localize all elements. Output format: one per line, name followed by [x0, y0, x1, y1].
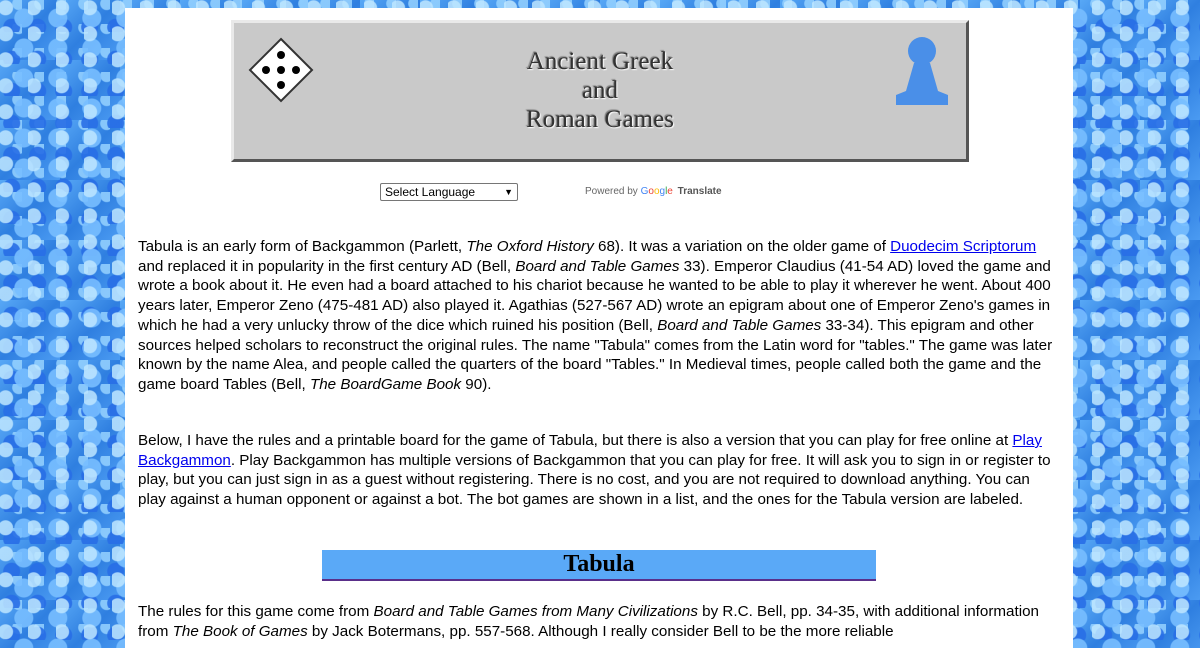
language-select-value: Select Language — [385, 185, 476, 199]
site-title — [414, 47, 786, 134]
citation-title: The Oxford History — [466, 238, 594, 255]
text-run: Tabula is an early form of Backgammon (Parlett, — [138, 238, 467, 255]
rules-source-paragraph — [138, 602, 1060, 641]
translate-label: Translate — [677, 186, 722, 197]
citation-title: The Book of Games — [172, 622, 308, 640]
google-letter: G — [640, 186, 649, 197]
google-translate-credit — [585, 186, 722, 197]
language-select[interactable] — [380, 183, 518, 201]
powered-by-text: Powered by — [585, 186, 638, 197]
text-run: 68). It was a variation on the older game of — [593, 238, 891, 255]
intro-paragraph — [138, 237, 1060, 395]
citation-title: Board and Table Games from Many Civilizations — [373, 603, 698, 620]
google-letter: o — [648, 186, 654, 197]
google-letter: o — [653, 186, 660, 197]
text-run: . Play Backgammon has multiple versions of Backgammon that you can play for free. It will ask you to sign in or register to play, but you can just sign in as a guest without registering. There is no cost, and you are not required to download anything. You can play against a human opponent or against a bot. The bot games are shown in a list, and the ones for the Tabula version are labeled. — [138, 451, 1051, 509]
chevron-down-icon: ▼ — [504, 187, 513, 197]
citation-title: Board and Table Games — [657, 316, 822, 334]
site-banner — [231, 20, 969, 162]
site-title-line: Roman Games — [526, 106, 674, 133]
duodecim-scriptorum-link[interactable]: Duodecim Scriptorum — [890, 238, 1037, 255]
pawn-icon — [894, 35, 950, 107]
google-letter: l — [665, 186, 668, 197]
play-backgammon-link[interactable]: Play Backgammon — [138, 432, 1042, 469]
text-run: 33-34). This epigram and other sources helped scholars to reconstruct the original rules. The name "Tabula" comes from the Latin word for "tables." The game was later known by the name Alea, and people called the quarters of the board "Tables." In Medieval times, people called both the game and the game board Tables (Bell, — [138, 316, 1053, 393]
site-title-line: Ancient Greek — [526, 48, 674, 75]
text-run: The rules for this game come from — [138, 603, 374, 620]
text-run: Below, I have the rules and a printable board for the game of Tabula, but there is also a version that you can play for free online at — [138, 432, 1013, 449]
text-run: by R.C. Bell, pp. 34-35, with additional information from — [138, 603, 1039, 640]
page-content — [125, 8, 1073, 648]
citation-title: The BoardGame Book — [309, 375, 462, 393]
site-title-line: and — [581, 77, 619, 104]
google-letter: e — [667, 186, 673, 197]
die-icon — [248, 37, 314, 103]
play-online-paragraph — [138, 431, 1060, 510]
text-run: 33). Emperor Claudius (41-54 AD) loved the game and wrote a book about it. He even had a board attached to his chariot because he wanted to be able to play it wherever he went. About 400 years later, Emperor Zeno (475-481 AD) also played it. Agathias (527-567 AD) wrote an epigram about one of Emperor Zeno's games in which he had a very unlucky throw of the dice which ruined his position (Bell, — [138, 257, 1051, 334]
citation-title: Board and Table Games — [515, 257, 680, 275]
google-logo[interactable] — [641, 186, 673, 197]
google-letter: g — [659, 186, 666, 197]
text-run: and replaced it in popularity in the first century AD (Bell, — [138, 257, 516, 275]
text-run: by Jack Botermans, pp. 557-568. Although I really consider Bell to be the more reliable — [307, 622, 894, 640]
section-heading-tabula: Tabula — [322, 550, 876, 581]
text-run: 90). — [461, 375, 492, 393]
